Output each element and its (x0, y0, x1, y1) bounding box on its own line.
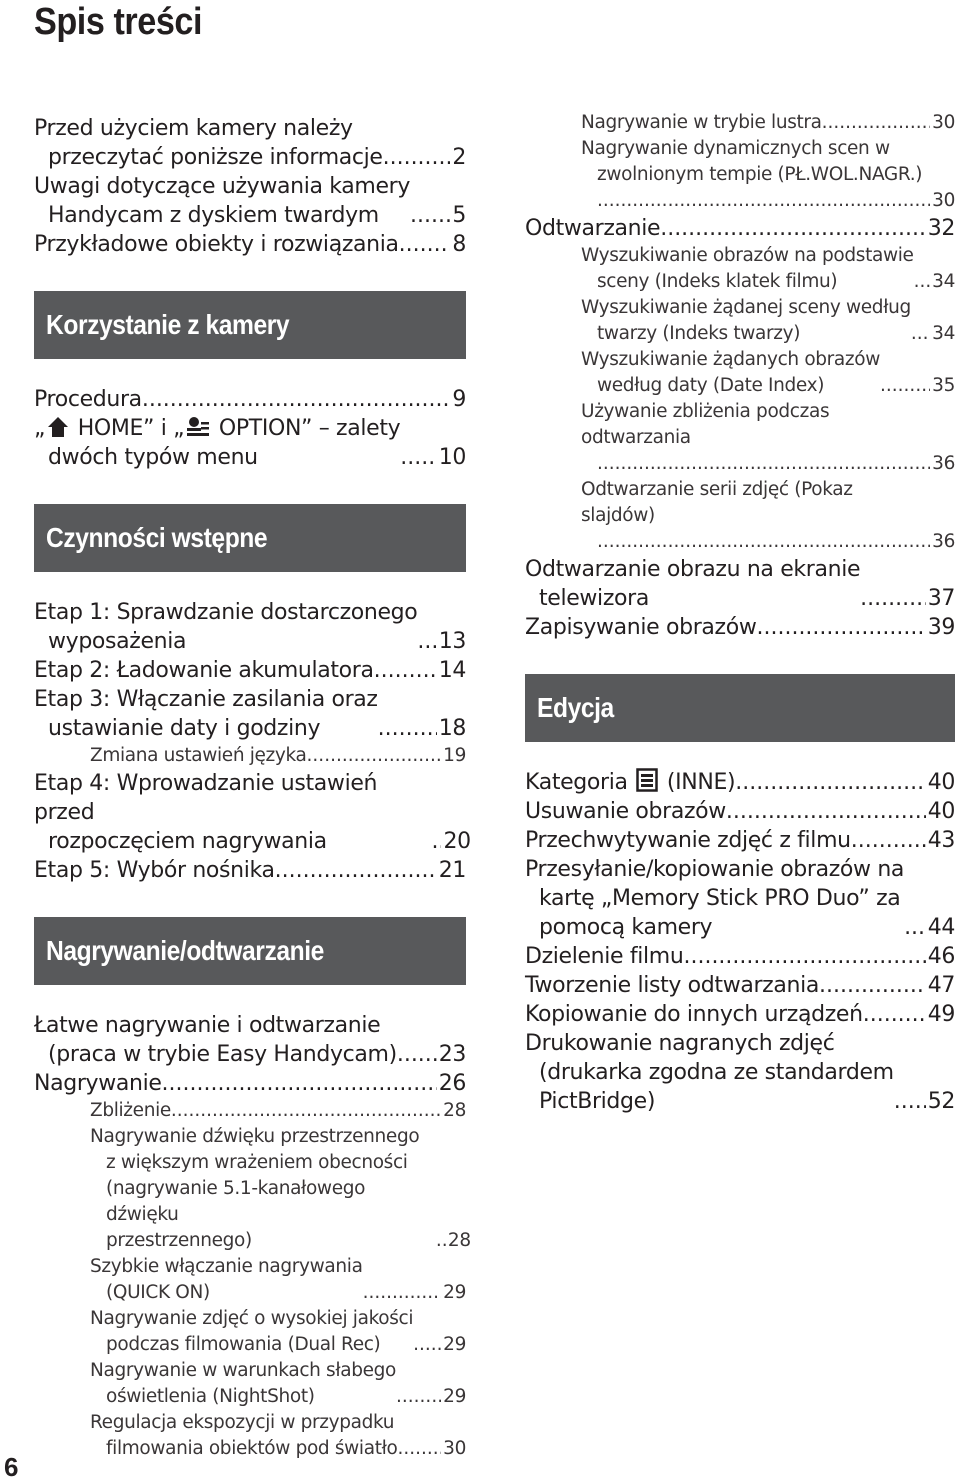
toc-entry[interactable] (525, 347, 955, 399)
toc-entry[interactable] (34, 1358, 466, 1410)
toc-entry-text: oświetlenia (NightShot) (106, 1386, 315, 1407)
toc-group (34, 1011, 466, 1098)
toc-page-number: 39 (927, 615, 955, 640)
toc-entry[interactable] (525, 971, 955, 1000)
toc-group (525, 555, 955, 642)
toc-entry[interactable] (525, 942, 955, 971)
toc-entry-text: Odtwarzanie obrazu na ekranie (525, 557, 861, 582)
toc-page-number: 2 (452, 145, 466, 170)
toc-page-number: 21 (438, 858, 466, 883)
toc-entry-text: Usuwanie obrazów (525, 799, 726, 824)
toc-entry-text: Drukowanie nagranych zdjęć (525, 1031, 835, 1056)
toc-entry-text: Etap 2: Ładowanie akumulatora (34, 658, 374, 683)
toc-entry-text: Uwagi dotyczące używania kamery (34, 174, 410, 199)
toc-page-number: 28 (443, 1100, 466, 1121)
toc-entry-text: Odtwarzanie serii zdjęć (Pokaz slajdów) (581, 479, 853, 526)
toc-page-number: 5 (452, 203, 466, 228)
section-header-edycja[interactable]: Edycja (525, 674, 955, 742)
toc-page-number: 23 (438, 1042, 466, 1067)
toc-entry[interactable] (34, 1011, 466, 1069)
page-title: Spis treści (34, 1, 203, 43)
other-category-icon (636, 768, 658, 792)
toc-group (34, 598, 466, 743)
toc-entry-text: (QUICK ON) (106, 1282, 210, 1303)
toc-entry-text: podczas filmowania (Dual Rec) (106, 1334, 381, 1355)
toc-page-number: 37 (927, 586, 955, 611)
toc-entry[interactable] (34, 856, 466, 885)
toc-page-number: 28 (447, 1230, 471, 1251)
toc-entry-text: Etap 1: Sprawdzanie dostarczonego (34, 600, 418, 625)
toc-entry[interactable] (525, 1029, 955, 1116)
section-header-korzystanie[interactable]: Korzystanie z kamery (34, 291, 466, 359)
toc-entry-text: Nagrywanie zdjęć o wysokiej jakości (90, 1308, 414, 1329)
toc-entry-text: rozpoczęciem nagrywania (48, 829, 327, 854)
toc-page-number: 18 (438, 716, 466, 741)
toc-page-number: 34 (932, 271, 955, 292)
toc-entry-text: PictBridge) (539, 1089, 656, 1114)
toc-entry-text: ustawianie daty i godziny (48, 716, 321, 741)
toc-entry-text: kartę „Memory Stick PRO Duo” za (539, 886, 901, 911)
toc-page-number: 30 (443, 1438, 466, 1459)
toc-right-column (525, 110, 955, 1116)
toc-page-number: 49 (927, 1002, 955, 1027)
section-header-czynnosci[interactable]: Czynności wstępne (34, 504, 466, 572)
toc-entry[interactable] (525, 110, 955, 136)
toc-entry-text: Nagrywanie dynamicznych scen w (581, 138, 890, 159)
toc-entry[interactable] (34, 1306, 466, 1358)
toc-group (34, 114, 466, 259)
toc-entry-text: filmowania obiektów pod światło (106, 1438, 398, 1459)
toc-page-number: 34 (932, 323, 955, 344)
toc-entry-text: Handycam z dyskiem twardym (48, 203, 379, 228)
toc-page-number: 35 (932, 375, 955, 396)
toc-entry[interactable] (525, 399, 955, 477)
toc-group (525, 797, 955, 1116)
toc-entry[interactable] (34, 1069, 466, 1098)
toc-entry-text: Zbliżenie (90, 1100, 171, 1121)
toc-entry-text: Używanie zbliżenia podczas odtwarzania (581, 401, 830, 448)
toc-entry[interactable] (34, 685, 466, 743)
toc-entry-kategoria[interactable]: Kategoria (INNE) ..... 40 (525, 768, 955, 797)
toc-entry[interactable] (34, 1410, 466, 1462)
toc-entry-text: Etap 5: Wybór nośnika (34, 858, 275, 883)
toc-entry-text: według daty (Date Index) (597, 375, 825, 396)
toc-page-number: 26 (438, 1071, 466, 1096)
toc-entry[interactable] (34, 1098, 466, 1124)
toc-entry[interactable] (525, 555, 955, 613)
toc-entry[interactable] (34, 230, 466, 259)
toc-entry[interactable] (525, 295, 955, 347)
toc-entry-text: przeczytać poniższe informacje (48, 145, 383, 170)
toc-page-number: 8 (452, 232, 466, 257)
toc-entry-text: Szybkie włączanie nagrywania (90, 1256, 363, 1277)
toc-entry-text: przestrzennego) (106, 1230, 252, 1251)
toc-entry-text: z większym wrażeniem obecności (106, 1152, 408, 1173)
toc-entry-text: Przed użyciem kamery należy (34, 116, 353, 141)
toc-entry-text: Przykładowe obiekty i rozwiązania (34, 232, 399, 257)
toc-entry[interactable] (34, 769, 471, 856)
toc-entry-procedura[interactable]: Procedura ..... 9 (34, 385, 466, 414)
toc-entry[interactable] (34, 1254, 466, 1306)
toc-group (34, 769, 471, 885)
toc-page-number: 52 (927, 1089, 955, 1114)
toc-page-number: 47 (927, 973, 955, 998)
toc-page-number: 29 (443, 1386, 466, 1407)
toc-entry[interactable] (34, 656, 466, 685)
toc-entry-odtwarzanie[interactable]: Odtwarzanie ..... 32 (525, 214, 955, 243)
toc-entry-text: Regulacja ekspozycji w przypadku (90, 1412, 395, 1433)
toc-entry-zmiana-jezyka[interactable]: Zmiana ustawień języka ..... 19 (34, 743, 466, 769)
toc-page-number: 14 (438, 658, 466, 683)
toc-entry-text: Wyszukiwanie żądanych obrazów (581, 349, 881, 370)
toc-entry[interactable] (525, 613, 955, 642)
toc-page-number: 13 (438, 629, 466, 654)
toc-entry-text: Tworzenie listy odtwarzania (525, 973, 819, 998)
toc-entry[interactable] (34, 1124, 471, 1254)
toc-entry-text: Kopiowanie do innych urządzeń (525, 1002, 863, 1027)
toc-page-number: 30 (932, 112, 955, 133)
toc-entry-text: Zapisywanie obrazów (525, 615, 757, 640)
option-icon (186, 416, 210, 438)
toc-entry-text: telewizora (539, 586, 649, 611)
toc-entry-text: zwolnionym tempie (PŁ.WOL.NAGR.) (597, 164, 923, 185)
toc-entry[interactable] (525, 797, 955, 826)
toc-page-number: 20 (443, 829, 471, 854)
toc-entry-text: Wyszukiwanie żądanej sceny według (581, 297, 911, 318)
toc-entry[interactable] (525, 243, 955, 295)
toc-entry-text: (praca w trybie Easy Handycam) (48, 1042, 397, 1067)
toc-entry-text: wyposażenia (48, 629, 187, 654)
toc-page-number: 40 (927, 799, 955, 824)
toc-entry-text: (nagrywanie 5.1-kanałowego dźwięku (106, 1178, 366, 1225)
toc-entry[interactable] (525, 477, 955, 555)
toc-entry[interactable] (34, 114, 466, 172)
section-header-nagrywanie[interactable]: Nagrywanie/odtwarzanie (34, 917, 466, 985)
page-number: 6 (4, 1452, 19, 1482)
toc-entry-text: Przechwytywanie zdjęć z filmu (525, 828, 851, 853)
toc-entry[interactable] (525, 826, 955, 855)
toc-entry-text: Nagrywanie (34, 1071, 162, 1096)
toc-group (525, 110, 955, 214)
toc-entry[interactable] (525, 136, 955, 214)
toc-entry[interactable] (34, 598, 466, 656)
toc-entry-text: Przesyłanie/kopiowanie obrazów na (525, 857, 905, 882)
toc-entry-text: Etap 3: Włączanie zasilania oraz (34, 687, 378, 712)
toc-entry[interactable] (34, 172, 466, 230)
toc-entry-text: Etap 4: Wprowadzanie ustawień przed (34, 771, 378, 825)
toc-entry-text: Nagrywanie w warunkach słabego (90, 1360, 397, 1381)
toc-left-column (34, 114, 471, 1462)
toc-group (525, 243, 955, 555)
toc-page-number: 30 (932, 190, 955, 211)
toc-entry-text: sceny (Indeks klatek filmu) (597, 271, 838, 292)
toc-page-number: 43 (927, 828, 955, 853)
toc-page-number: 46 (927, 944, 955, 969)
toc-page-number: 29 (443, 1334, 466, 1355)
toc-page-number: 36 (932, 531, 955, 552)
toc-page-number: 29 (443, 1282, 466, 1303)
toc-entry-text: (drukarka zgodna ze standardem (539, 1060, 894, 1085)
toc-entry[interactable] (525, 1000, 955, 1029)
toc-entry[interactable] (525, 855, 955, 942)
toc-entry-text: Nagrywanie dźwięku przestrzennego (90, 1126, 420, 1147)
toc-entry-text: Nagrywanie w trybie lustra (581, 112, 822, 133)
toc-entry-text: Dzielenie filmu (525, 944, 684, 969)
toc-group (34, 1098, 471, 1462)
toc-page-number: 36 (932, 453, 955, 474)
home-icon (47, 416, 69, 438)
toc-entry-text: Łatwe nagrywanie i odtwarzanie (34, 1013, 381, 1038)
toc-entry-text: twarzy (Indeks twarzy) (597, 323, 801, 344)
toc-entry-text: Wyszukiwanie obrazów na podstawie (581, 245, 914, 266)
toc-entry-text: pomocą kamery (539, 915, 713, 940)
toc-page-number: 44 (927, 915, 955, 940)
toc-entry-home-option[interactable]: „ HOME” i „ OPTION” – zalety dwóch typów menu ..... 10 (34, 414, 466, 472)
